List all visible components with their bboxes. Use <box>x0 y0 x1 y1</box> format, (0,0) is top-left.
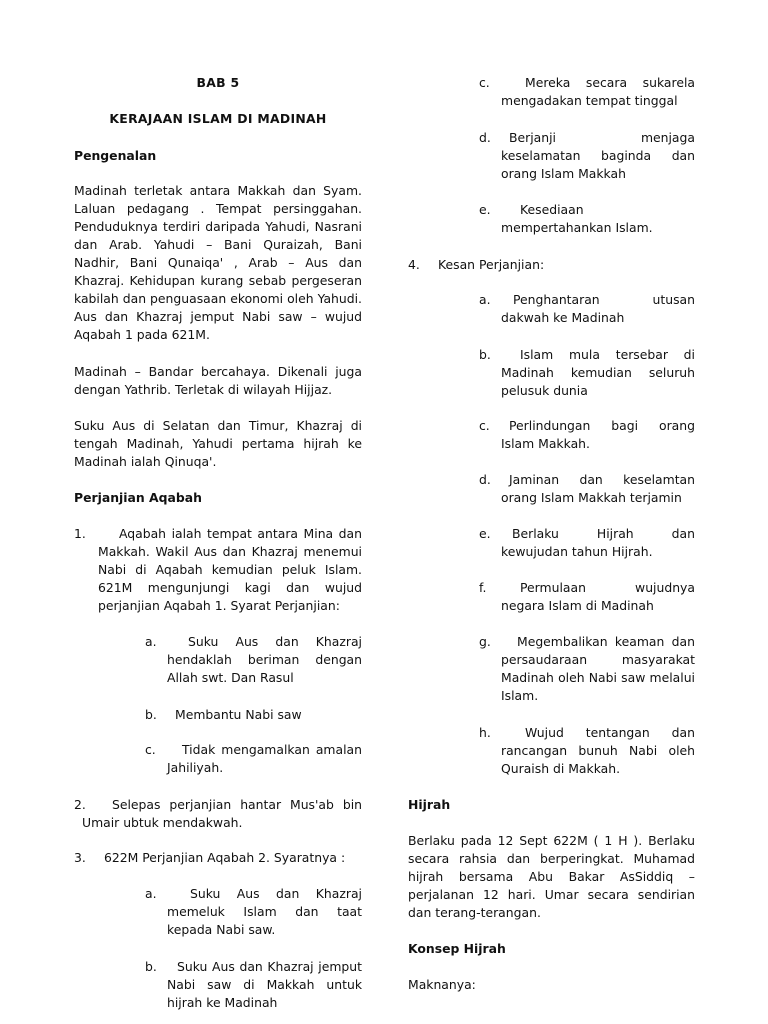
sub-item-1a: a. Suku Aus dan Khazraj hendaklah beriman dengan Allah swt. Dan Rasul <box>145 634 362 685</box>
sub-item-4g: g. Megembalikan keaman dan persaudaraan masyarakat Madinah oleh Nabi saw melalui Islam. <box>479 634 695 703</box>
heading-konsep-hijrah: Konsep Hijrah <box>408 941 506 956</box>
heading-pengenalan: Pengenalan <box>74 148 157 163</box>
sub-item-3b: b. Suku Aus dan Khazraj jemput Nabi saw di Makkah untuk hijrah ke Madinah <box>145 959 362 1010</box>
chapter-label: BAB 5 <box>196 75 240 90</box>
list-item-2: 2. Selepas perjanjian hantar Mus'ab bin Umair ubtuk mendakwah. <box>74 797 362 830</box>
heading-perjanjian-aqabah: Perjanjian Aqabah <box>74 490 202 505</box>
list-item-3: 3. 622M Perjanjian Aqabah 2. Syaratnya : <box>74 850 346 865</box>
list-item-4: 4. Kesan Perjanjian: <box>408 257 545 272</box>
intro-paragraph-1: Madinah terletak antara Makkah dan Syam. Laluan pedagang . Tempat persinggahan. Penduduknya terdiri daripada Yahudi, Nasrani dan Arab. Yahudi – Bani Quraizah, Bani Nadhir, Bani Qunaiqa' , Arab – Aus dan Khazraj. Kehidupan kurang sebab pergeseran kabilah dan penguasaan ekonomi oleh Yahudi. Aus dan Khazraj jemput Nabi saw – wujud Aqabah 1 pada 621M. <box>74 183 362 342</box>
sub-item-4a: a. Penghantaran utusan dakwah ke Madinah <box>479 292 695 325</box>
intro-paragraph-3: Suku Aus di Selatan dan Timur, Khazraj di tengah Madinah, Yahudi pertama hijrah ke Madinah ialah Qinuqa'. <box>74 418 362 469</box>
list-item-1 <box>74 525 362 615</box>
intro-paragraph-2: Madinah – Bandar bercahaya. Dikenali juga dengan Yathrib. Terletak di wilayah Hijjaz. <box>74 364 362 397</box>
sub-item-4f: f. Permulaan wujudnya negara Islam di Madinah <box>479 580 695 613</box>
sub-item-3e: e. Kesediaan mempertahankan Islam. <box>479 202 653 235</box>
sub-item-4h: h. Wujud tentangan dan rancangan bunuh Nabi oleh Quraish di Makkah. <box>479 725 695 776</box>
heading-hijrah: Hijrah <box>408 797 451 812</box>
list-number: 1. <box>74 526 86 541</box>
list-item-text: Aqabah ialah tempat antara Mina dan Makkah. Wakil Aus dan Khazraj menemui Nabi di Aqabah kemudian peluk Islam. 621M mengunjungi kagi dan wujud perjanjian Aqabah 1. Syarat Perjanjian: <box>98 526 362 613</box>
sub-item-3a: a. Suku Aus dan Khazraj memeluk Islam dan taat kepada Nabi saw. <box>145 886 362 937</box>
sub-item-4b: b. Islam mula tersebar di Madinah kemudian seluruh pelusuk dunia <box>479 347 695 398</box>
sub-item-4d: d. Jaminan dan keselamtan orang Islam Makkah terjamin <box>479 472 695 505</box>
hijrah-paragraph: Berlaku pada 12 Sept 622M ( 1 H ). Berlaku secara rahsia dan berperingkat. Muhamad hijrah bersama Abu Bakar AsSiddiq – perjalanan 12 hari. Umar secara sendirian dan terang-terangan. <box>408 833 695 920</box>
sub-item-4c: c. Perlindungan bagi orang Islam Makkah. <box>479 418 695 451</box>
sub-item-3d: d. Berjanji menjaga keselamatan baginda dan orang Islam Makkah <box>479 130 695 181</box>
page-title: KERAJAAN ISLAM DI MADINAH <box>109 111 327 126</box>
maknanya-label: Maknanya: <box>408 977 476 992</box>
sub-item-1b: b. Membantu Nabi saw <box>145 707 302 722</box>
sub-item-3c: c. Mereka secara sukarela mengadakan tempat tinggal <box>479 75 695 108</box>
sub-item-4e: e. Berlaku Hijrah dan kewujudan tahun Hijrah. <box>479 526 695 559</box>
sub-item-1c: c. Tidak mengamalkan amalan Jahiliyah. <box>145 742 362 775</box>
